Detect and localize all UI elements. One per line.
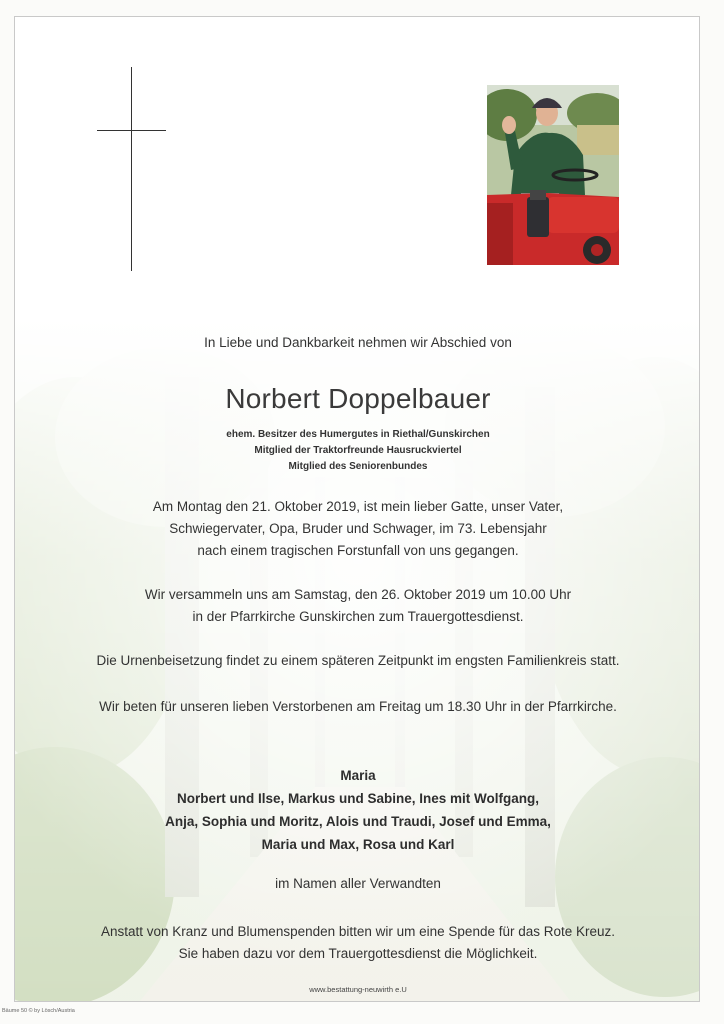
intro-text: In Liebe und Dankbarkeit nehmen wir Abschied von <box>204 335 512 350</box>
prayer-paragraph: Wir beten für unseren lieben Verstorbenen am Freitag um 18.30 Uhr in der Pfarrkirche. <box>99 699 617 714</box>
death-announcement-paragraph <box>15 496 700 562</box>
title-line: ehem. Besitzer des Humergutes in Riethal/Gunskirchen <box>226 429 490 440</box>
family-line: Maria und Max, Rosa und Karl <box>261 837 455 852</box>
title-line: Mitglied der Traktorfreunde Hausruckviertel <box>254 445 462 456</box>
funeral-service-paragraph <box>15 584 700 628</box>
funeral-home-website: www.bestattung-neuwirth e.U <box>309 985 407 994</box>
text-line: Wir versammeln uns am Samstag, den 26. Oktober 2019 um 10.00 Uhr <box>144 587 572 602</box>
background-credit: Bäume 50 © by Lösch/Austria <box>2 1008 75 1014</box>
portrait-photo <box>487 85 619 265</box>
text-line: nach einem tragischen Forstunfall von uns gegangen. <box>197 543 519 558</box>
text-line: Schwiegervater, Opa, Bruder und Schwager, im 73. Lebensjahr <box>169 521 547 536</box>
text-line: in der Pfarrkirche Gunskirchen zum Trauergottesdienst. <box>192 609 524 624</box>
page-frame <box>14 16 700 1002</box>
text-line: Am Montag den 21. Oktober 2019, ist mein lieber Gatte, unser Vater, <box>152 499 564 514</box>
relatives-text: im Namen aller Verwandten <box>275 876 441 891</box>
family-line: Maria <box>340 768 376 783</box>
donation-paragraph <box>15 921 700 965</box>
title-line: Mitglied des Seniorenbundes <box>288 461 428 472</box>
cross-horizontal-bar <box>97 130 166 131</box>
cross-vertical-bar <box>131 67 132 271</box>
deceased-name: Norbert Doppelbauer <box>225 383 491 414</box>
family-line: Norbert und Ilse, Markus und Sabine, Ines mit Wolfgang, <box>176 791 540 806</box>
family-line: Anja, Sophia und Moritz, Alois und Traudi, Josef und Emma, <box>165 814 551 829</box>
text-line: Sie haben dazu vor dem Trauergottesdienst die Möglichkeit. <box>178 946 538 961</box>
family-members <box>15 764 700 856</box>
deceased-titles <box>15 427 700 475</box>
text-line: Anstatt von Kranz und Blumenspenden bitten wir um eine Spende für das Rote Kreuz. <box>100 924 616 939</box>
urn-burial-paragraph: Die Urnenbeisetzung findet zu einem späteren Zeitpunkt im engsten Familienkreis statt. <box>96 653 620 668</box>
